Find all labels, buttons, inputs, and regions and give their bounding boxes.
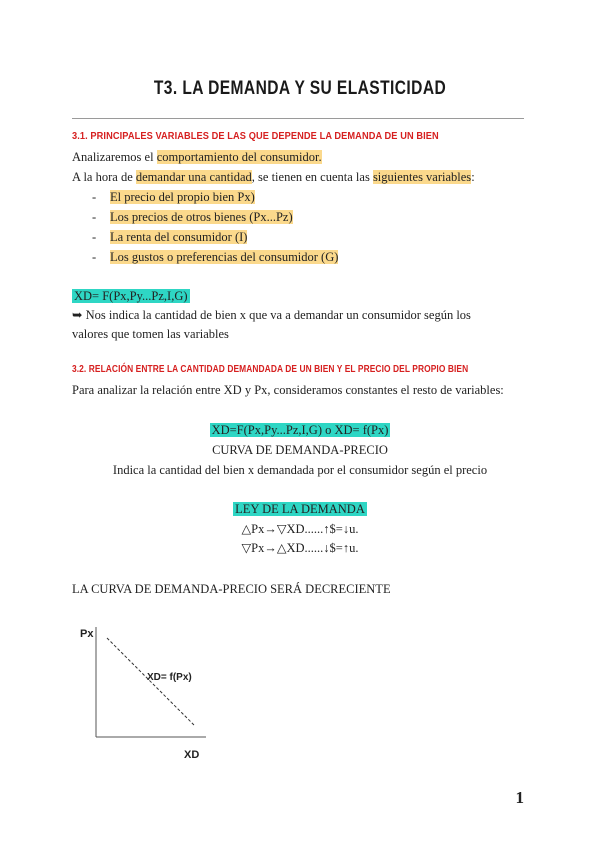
law-of-demand-title [0, 500, 600, 518]
formula-highlight: XD=F(Px,Py...Pz,I,G) o XD= f(Px) [211, 423, 389, 437]
list-item [92, 188, 255, 206]
list-item [92, 208, 293, 226]
note-line-2: valores que tomen las variables [72, 327, 229, 341]
y-axis-label: Px [80, 628, 94, 640]
law-line-1: △Px→▽XD......↑$=↓u. [241, 522, 359, 536]
highlight-variables: siguientes variables [372, 170, 472, 184]
highlight-consumer-behaviour: comportamiento del consumidor. [156, 150, 322, 164]
bullet-dash: - [92, 190, 97, 204]
line-2-text-end: : [471, 170, 475, 184]
list-item-text: Los gustos o preferencias del consumidor (G) [110, 250, 339, 264]
line-2-text-start: A la hora de [72, 170, 136, 184]
conclusion: LA CURVA DE DEMANDA-PRECIO SERÁ DECRECIENTE [72, 582, 391, 596]
bullet-dash: - [92, 210, 97, 224]
arrow-icon: ➥ [72, 308, 83, 322]
law-title-highlight: LEY DE LA DEMANDA [235, 502, 365, 516]
section-1-line-1 [72, 148, 322, 166]
section-1-heading: 3.1. PRINCIPALES VARIABLES DE LAS QUE DEPENDE LA DEMANDA DE UN BIEN [72, 130, 439, 142]
page-title: T3. LA DEMANDA Y SU ELASTICIDAD [153, 78, 447, 99]
list-item-text: El precio del propio bien Px) [110, 190, 255, 204]
list-item [92, 228, 247, 246]
title-divider [72, 118, 524, 119]
bullet-dash: - [92, 250, 97, 264]
demand-function-formula [72, 287, 190, 305]
curve-name: CURVA DE DEMANDA-PRECIO [212, 443, 388, 457]
x-axis-label: XD [184, 749, 200, 761]
bullet-dash: - [92, 230, 97, 244]
list-item [92, 248, 338, 266]
highlight-demand-quantity: demandar una cantidad [135, 170, 252, 184]
price-demand-formula [0, 421, 600, 439]
note-text: Nos indica la cantidad de bien x que va a demandar un consumidor según los [82, 308, 471, 322]
curve-description: Indica la cantidad del bien x demandada por el consumidor según el precio [112, 463, 488, 477]
curve-label: XD= f(Px) [147, 672, 192, 683]
page-number: 1 [515, 788, 524, 807]
demand-curve-chart [70, 615, 230, 775]
formula-highlight: XD= F(Px,Py...Pz,I,G) [74, 289, 188, 303]
section-1-line-2 [72, 168, 475, 186]
line-1-text: Analizaremos el [72, 150, 157, 164]
list-item-text: La renta del consumidor (I) [110, 230, 248, 244]
line-2-text-mid: , se tienen en cuenta las [251, 170, 373, 184]
list-item-text: Los precios de otros bienes (Px...Pz) [110, 210, 293, 224]
law-line-2: ▽Px→△XD......↓$=↑u. [241, 541, 359, 555]
section-2-heading: 3.2. RELACIÓN ENTRE LA CANTIDAD DEMANDADA DE UN BIEN Y EL PRECIO DEL PROPIO BIEN [72, 363, 469, 375]
section-2-intro: Para analizar la relación entre XD y Px, consideramos constantes el resto de variables: [72, 383, 504, 397]
note-line-1 [72, 306, 471, 324]
